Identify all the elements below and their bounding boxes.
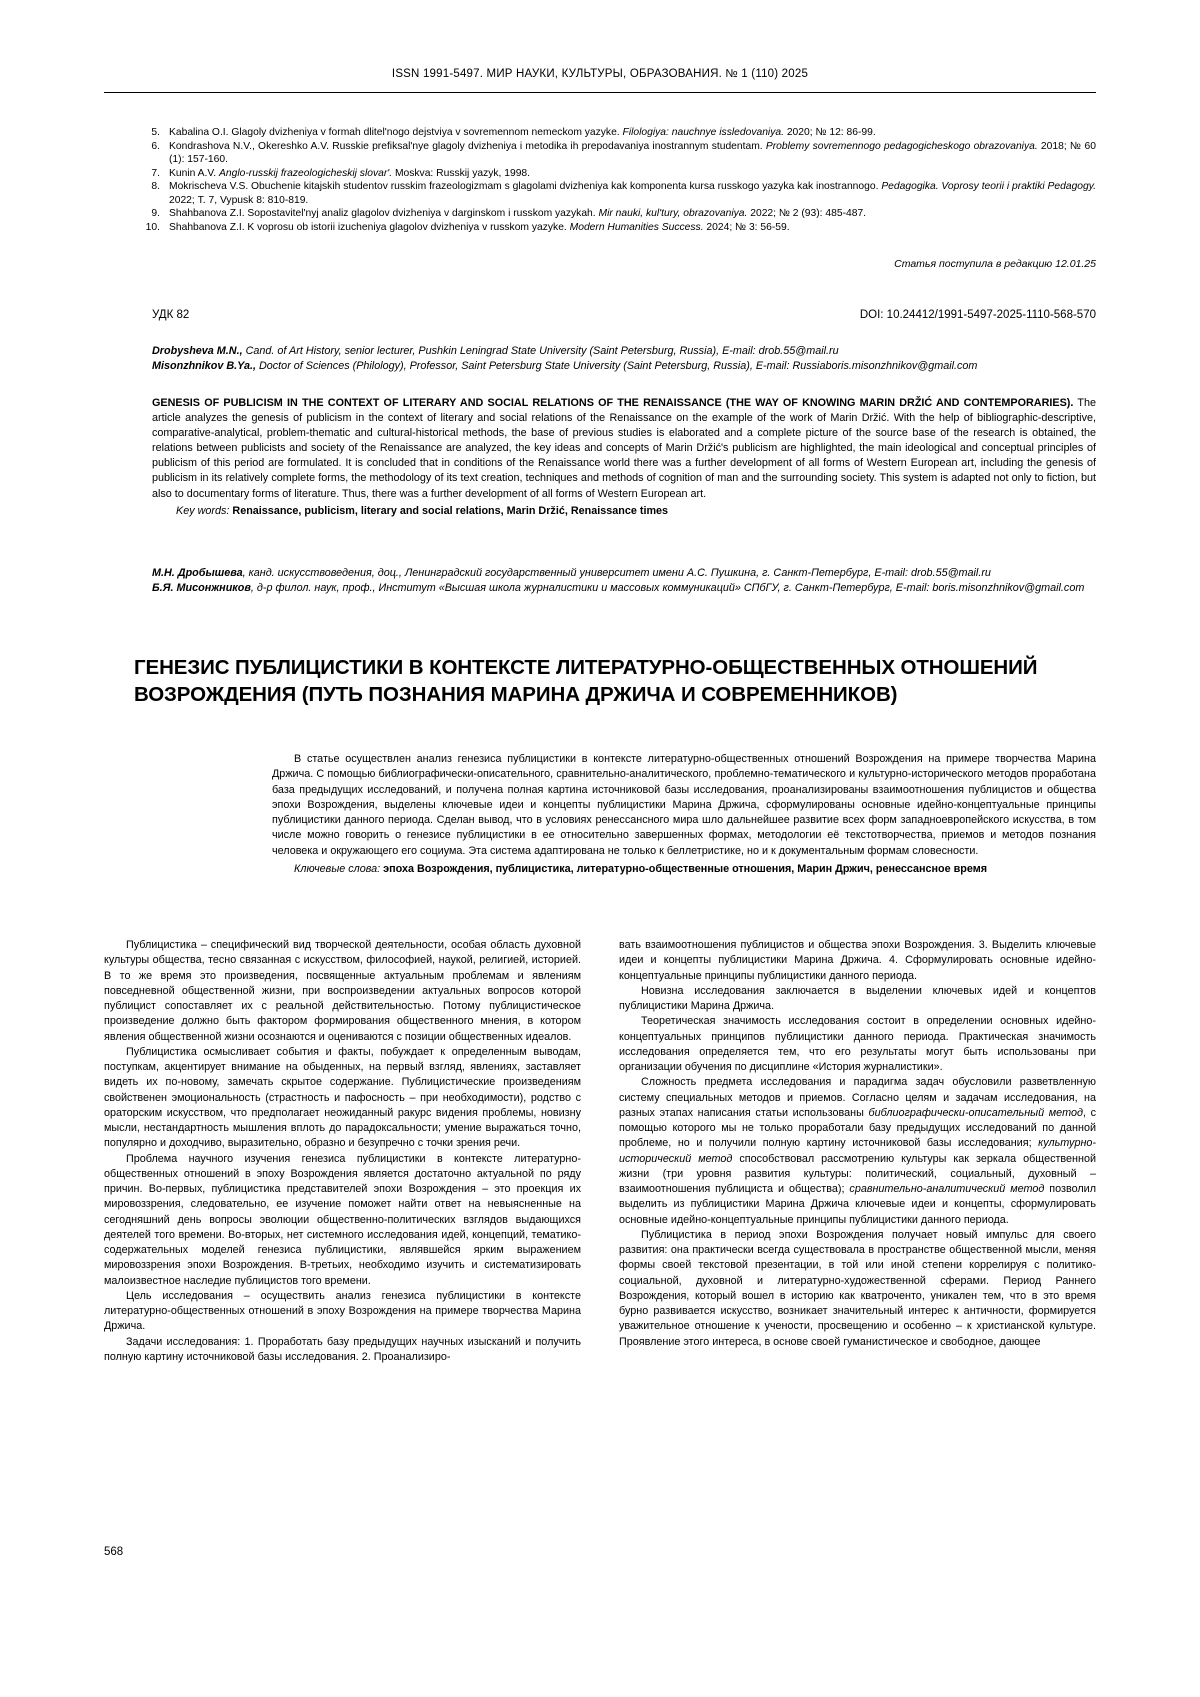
abstract-body: В статье осуществлен анализ генезиса публицистики в контексте литературно-общественных отношений Возрождения на примере творчества Марина Држича. С помощью библиографически-описательного, сравнительно-аналитического, проблемно-тематического и культурно-исторического методов проработана база предыдущих исследований, и получена полная картина источниковой базы исследования, проанализированы взаимоотношения публицистов и общества эпохи Возрождения, выделены ключевые идеи и концепты публицистики Марина Држича, сформулированы основные идейно-концептуальные принципы публицистики данного периода. Сделан вывод, что в условиях ренессансного мира шло дальнейшее развитие всех форм западноевропейского искусства, в том числе можно говорить о генезисе публицистики в ее относительно завершенных формах, методологии её текстотворчества, приемов и методов познания человека и окружающего его социума. Эта система адаптирована не только к беллетристике, но и к документальным формам словесности. xyxy=(272,753,1096,857)
doi-code: DOI: 10.24412/1991-5497-2025-1110-568-570 xyxy=(859,309,1096,321)
reference-text: Shahbanova Z.I. Sopostavitel'nyj analiz glagolov dvizheniya v darginskom i russkom yazykah. Mir nauki, kul'tury, obrazovaniya. 2022; № 2 (93): 485-487. xyxy=(169,208,867,220)
english-title: GENESIS OF PUBLICISM IN THE CONTEXT OF LITERARY AND SOCIAL RELATIONS OF THE RENAISSANCE (THE WAY OF KNOWING MARIN DRŽIĆ AND CONTEMPORARIES). xyxy=(152,397,1074,409)
paragraph: Публицистика – специфический вид творческой деятельности, особая область духовной культуры общества, тесно связанная с искусством, философией, наукой, религией, историей. В то же время это произведения, посвященные актуальным проблемам и явлениям повседневной общественной жизни, при воспроизведении актуальных вопросов которой публицист сопоставляет их с реальной действительностью. Потому публицистическое произведение должно быть фактором формирования общественного мнения, в котором явления общественной жизни осознаются и оцениваются с позиции общественных идеалов. xyxy=(104,939,581,1043)
running-head: ISSN 1991-5497. МИР НАУКИ, КУЛЬТУРЫ, ОБРАЗОВАНИЯ. № 1 (110) 2025 xyxy=(391,68,809,80)
paragraph: Задачи исследования: 1. Проработать базу предыдущих научных изысканий и получить полную картину источниковой базы исследования. 2. Проанализиро- xyxy=(104,1335,581,1363)
keywords-text: эпоха Возрождения, публицистика, литературно-общественные отношения, Марин Држич, ренессансное время xyxy=(380,863,988,876)
column-left xyxy=(104,938,581,1365)
reference-number: 8. xyxy=(151,181,160,193)
keywords-label: Ключевые слова: xyxy=(294,863,381,876)
abstract-text xyxy=(152,396,1096,502)
reference-text: Kabalina O.I. Glagoly dvizheniya v formah dlitel'nogo dejstviya v sovremennom nemeckom yazyke. Filologiya: nauchnye issledovaniya. 2020; № 12: 86-99. xyxy=(169,127,876,138)
list-item xyxy=(134,167,1096,180)
column-right xyxy=(619,938,1096,1365)
paragraph: Сложность предмета исследования и парадигма задач обусловили разветвленную систему специальных методов и приемов. Согласно целям и задачам исследования, на разных этапах написания статьи использованы библиографически-описательный метод, с помощью которого мы не только проработали базу предыдущих исследований по данной проблеме, но и получили полную картину источниковой базы исследования; культурно-исторический метод способствовал рассмотрению культуры как зеркала общественной жизни (три уровня развития культуры: политический, социальный, духовный – взаимоотношения публициста и общества); сравнительно-аналитический метод позволил выделить из публицистики Марина Држича ключевые идеи и концепты, сформулировать основные идейно-концептуальные принципы публицистики данного периода. xyxy=(619,1076,1096,1226)
list-item xyxy=(134,221,1096,234)
udk-doi-row xyxy=(152,309,1096,321)
list-item xyxy=(134,140,1096,166)
abstract-russian xyxy=(272,752,1096,877)
authors-english xyxy=(152,344,1096,374)
authors-russian xyxy=(152,566,1096,597)
author-affiliation: Б.Я. Мисонжников, д-р филол. наук, проф., Институт «Высшая школа журналистики и массовых коммуникаций» СПбГУ, г. Санкт-Петербург, E-mail: boris.misonzhnikov@gmail.com xyxy=(152,582,1085,595)
reference-number: 6. xyxy=(151,140,160,152)
paragraph: Проблема научного изучения генезиса публицистики в контексте литературно-общественных отношений в эпоху Возрождения является достаточно актуальной по ряду причин. Во-первых, публицистика представителей эпохи Возрождения – это проекция их мировоззрения, следовательно, ее изучение поможет найти ответ на невыясненные на сегодняшний день вопросы эволюции общественно-политических взглядов выдающихся деятелей того времени. Во-вторых, нет системного исследования идей, концепций, тематико-содержательных моделей генезиса публицистики, являвшейся ярким выражением мировоззрения эпохи Возрождения. В-третьих, необходимо изучить и систематизировать малоизвестное наследие публицистов того времени. xyxy=(104,1152,581,1287)
paragraph: вать взаимоотношения публицистов и общества эпохи Возрождения. 3. Выделить ключевые идеи и концепты публицистики Марина Држича. 4. Сформулировать основные идейно-концептуальные принципы публицистики данного периода. xyxy=(619,939,1096,982)
author-affiliation: Misonzhnikov B.Ya., Doctor of Sciences (Philology), Professor, Saint Petersburg State University (Saint Petersburg, Russia), E-mail: Russiaboris.misonzhnikov@gmail.com xyxy=(152,360,978,372)
list-item xyxy=(134,180,1096,206)
abstract-english xyxy=(152,396,1096,519)
keywords-text: Renaissance, publicism, literary and social relations, Marin Držić, Renaissance times xyxy=(229,504,669,517)
reference-number: 9. xyxy=(151,208,160,220)
reference-text: Kondrashova N.V., Okereshko A.V. Russkie prefiksal'nye glagoly dvizheniya i metodika ih prepodavaniya inostrannym studentam. Problemy sovremennogo pedagogicheskogo obrazovaniya. 2018; № 60 (1): 157-160. xyxy=(169,140,1096,165)
author-affiliation: Drobysheva M.N., Cand. of Art History, senior lecturer, Pushkin Leningrad State University (Saint Petersburg, Russia), E-mail: drob.55@mail.ru xyxy=(152,345,839,357)
list-item xyxy=(134,126,1096,139)
header-divider xyxy=(104,92,1096,93)
author-affiliation: М.Н. Дробышева, канд. искусствоведения, доц., Ленинградский государственный университет имени А.С. Пушкина, г. Санкт-Петербург, E-mail: drob.55@mail.ru xyxy=(152,567,991,579)
keywords-english xyxy=(152,504,1096,519)
paragraph: Цель исследования – осуществить анализ генезиса публицистики в контексте литературно-общественных отношений в эпоху Возрождения на примере творчества Марина Држича. xyxy=(104,1289,581,1333)
body-columns xyxy=(104,938,1096,1365)
received-note: Статья поступила в редакцию 12.01.25 xyxy=(894,258,1096,270)
paragraph: Публицистика осмысливает события и факты, побуждает к определенным выводам, поступкам, акцентирует внимание на обыденных, на первый взгляд, явлениях, заставляет видеть их по-новому, замечать скрытое содержание. Публицистические произведениям свойственен эмоциональность (страстность и пафосность – при необходимости), родство с ораторским искусством, что предполагает неожиданный ракурс видения проблемы, новизну мысли, нестандартность мышления вплоть до парадоксальности; умение выражаться точно, популярно и доходчиво, выразительно, образно и безупречно с точки зрения речи. xyxy=(104,1045,581,1150)
reference-list xyxy=(134,126,1096,235)
abstract-body: The article analyzes the genesis of publicism in the context of literary and social relations of the Renaissance on the example of the work of Marin Držić. With the help of bibliographic-descriptive, comparative-analytical, problem-thematic and cultural-historical methods, the base of previous studies is elaborated and a complete picture of the source base of the research is obtained, the relations between publicists and society of the Renaissance are analyzed, the key ideas and concepts of Marin Držić's publicism are highlighted, the main ideological and conceptual principles of publicism of this period are formulated. It is concluded that in conditions of the Renaissance world there was a further development of all forms of Western European art, including the genesis of publicism in its relatively complete forms, the methodology of its text creation, techniques and methods of cognition of man and the surrounding society. This system is adapted not only to fiction, but also to documentary forms of literature. Thus, there was a further development of all forms of Western European art. xyxy=(152,397,1097,500)
paragraph: Новизна исследования заключается в выделении ключевых идей и концептов публицистики Марина Држича. xyxy=(619,984,1096,1012)
reference-text: Kunin A.V. Anglo-russkij frazeologicheskij slovar'. Moskva: Russkij yazyk, 1998. xyxy=(169,167,531,179)
udk-code: УДК 82 xyxy=(152,309,190,321)
paragraph: Публицистика в период эпохи Возрождения получает новый импульс для своего развития: она практически всегда существовала в пространстве общественной мысли, меняя формы своей текстовой презентации, в той или иной степени коррелируя с политико-социальной, духовной и литературно-художественной сферами. Период Раннего Возрождения, который вошел в историю как кватроченто, уникален тем, что в это время бурно развивается искусство, возникает значительный интерес к античности, формируется уважительное отношение к учености, просвещению и особенно – к христианской культуре. Проявление этого интереса, в основе своей гуманистическое и свободное, дающее xyxy=(619,1228,1096,1348)
list-item xyxy=(134,207,1096,220)
paragraph: Теоретическая значимость исследования состоит в определении основных идейно-концептуальных принципов публицистики данного периода. Практическая значимость исследования определяется тем, что его результаты могут быть использованы при организации обучения по дисциплине «История журналистики». xyxy=(619,1015,1096,1073)
reference-number: 5. xyxy=(151,127,160,138)
keywords-label: Key words: xyxy=(176,504,230,517)
reference-number: 10. xyxy=(145,221,160,233)
page-title: ГЕНЕЗИС ПУБЛИЦИСТИКИ В КОНТЕКСТЕ ЛИТЕРАТУРНО-ОБЩЕСТВЕННЫХ ОТНОШЕНИЙ ВОЗРОЖДЕНИЯ (ПУТЬ ПОЗНАНИЯ МАРИНА ДРЖИЧА И СОВРЕМЕННИКОВ) xyxy=(134,656,1038,706)
reference-text: Mokrischeva V.S. Obuchenie kitajskih studentov russkim frazeologizmam s glagolami dvizheniya kak komponenta kursa russkogo yazyka kak inostrannogo. Pedagogika. Voprosy teorii i praktiki Pedagogy. 2022; Т. 7, Vypusk 8: 810-819. xyxy=(169,181,1096,206)
keywords-russian xyxy=(272,862,1096,877)
page-number: 568 xyxy=(104,1546,124,1558)
reference-text: Shahbanova Z.I. K voprosu ob istorii izucheniya glagolov dvizheniya v russkom yazyke. Modern Humanities Success. 2024; № 3: 56-59. xyxy=(169,221,790,233)
reference-number: 7. xyxy=(151,167,160,179)
